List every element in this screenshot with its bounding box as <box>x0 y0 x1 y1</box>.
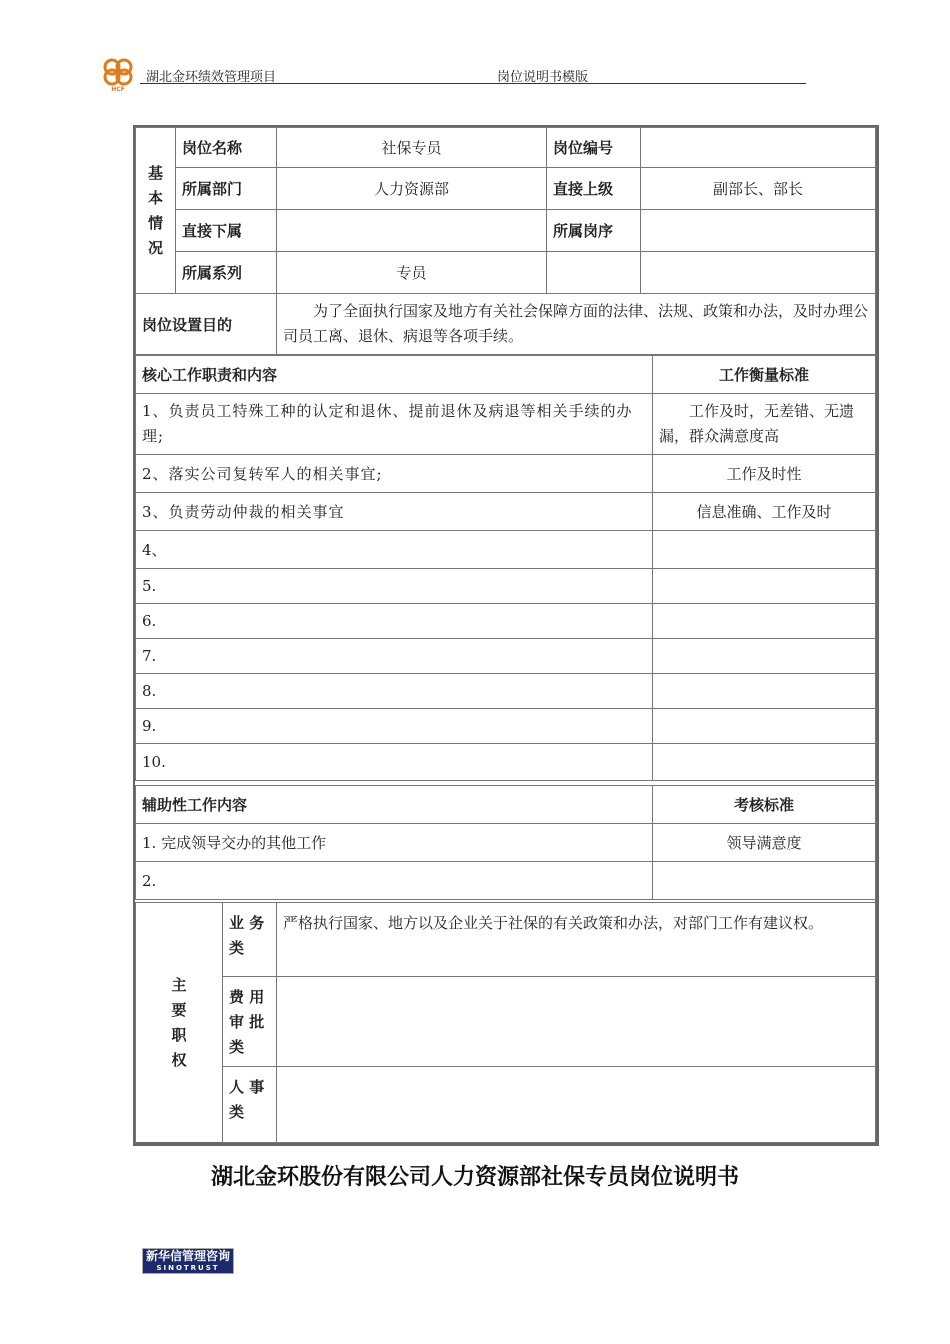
core-duty-5: 5. <box>136 569 653 604</box>
basic-info-table <box>135 127 876 294</box>
job-description-form <box>133 125 879 1146</box>
core-standard-1: 工作及时，无差错、无遗漏，群众满意度高 <box>653 394 876 455</box>
value-purpose: 为了全面执行国家及地方有关社会保障方面的法律、法规、政策和办法，及时办理公司员工离、退休、病退等各项手续。 <box>277 294 876 355</box>
core-duty-9: 9. <box>136 709 653 744</box>
core-standard-2: 工作及时性 <box>653 455 876 493</box>
value-superior: 副部长、部长 <box>641 168 876 210</box>
value-department: 人力资源部 <box>277 168 547 210</box>
label-purpose: 岗位设置目的 <box>136 294 277 355</box>
label-department: 所属部门 <box>176 168 277 210</box>
authority-category-business: 业 务 类 <box>223 903 277 977</box>
value-position-code <box>641 128 876 168</box>
header-divider <box>140 83 806 84</box>
label-series: 所属系列 <box>176 252 277 294</box>
core-standard-6 <box>653 604 876 639</box>
authority-text-expense <box>277 977 876 1067</box>
value-sequence <box>641 210 876 252</box>
header-project: 湖北金环绩效管理项目 <box>146 70 277 85</box>
core-duty-7: 7. <box>136 639 653 674</box>
basic-section-label: 基 本 情 况 <box>136 128 176 294</box>
core-duty-6: 6. <box>136 604 653 639</box>
core-duties-header: 核心工作职责和内容 <box>136 356 653 394</box>
label-superior: 直接上级 <box>547 168 641 210</box>
value-series-blank <box>641 252 876 294</box>
aux-duties-header: 辅助性工作内容 <box>136 786 653 824</box>
aux-duty-1: 1. 完成领导交办的其他工作 <box>136 824 653 862</box>
core-standard-4 <box>653 531 876 569</box>
authority-category-personnel: 人 事 类 <box>223 1067 277 1143</box>
core-duty-3: 3、负责劳动仲裁的相关事宜 <box>136 493 653 531</box>
core-duty-1: 1、负责员工特殊工种的认定和退休、提前退休及病退等相关手续的办理; <box>136 394 653 455</box>
label-subordinate: 直接下属 <box>176 210 277 252</box>
core-standard-5 <box>653 569 876 604</box>
consultancy-logo-sub: SINOTRUST <box>156 1264 220 1272</box>
core-standard-10 <box>653 744 876 781</box>
core-duty-2: 2、落实公司复转军人的相关事宜; <box>136 455 653 493</box>
aux-standard-1: 领导满意度 <box>653 824 876 862</box>
consultancy-logo <box>142 1248 234 1274</box>
header-template: 岗位说明书模版 <box>497 70 589 85</box>
aux-standard-header: 考核标准 <box>653 786 876 824</box>
authority-table <box>135 902 876 1143</box>
company-logo-icon <box>100 56 136 92</box>
authority-category-expense: 费 用 审 批 类 <box>223 977 277 1067</box>
core-duty-8: 8. <box>136 674 653 709</box>
core-duties-table <box>135 355 876 781</box>
aux-standard-2 <box>653 862 876 900</box>
core-standard-header: 工作衡量标准 <box>653 356 876 394</box>
core-standard-8 <box>653 674 876 709</box>
authority-text-personnel <box>277 1067 876 1143</box>
aux-duty-2: 2. <box>136 862 653 900</box>
authority-text-business: 严格执行国家、地方以及企业关于社保的有关政策和办法，对部门工作有建议权。 <box>277 903 876 977</box>
core-duty-10: 10. <box>136 744 653 781</box>
authority-section-label: 主 要 职 权 <box>136 903 223 1143</box>
label-sequence: 所属岗序 <box>547 210 641 252</box>
value-series-extra <box>547 252 641 294</box>
aux-duties-table <box>135 785 876 900</box>
company-logo-text: HCF <box>111 86 125 92</box>
value-subordinate <box>277 210 547 252</box>
purpose-table <box>135 293 876 355</box>
label-position-name: 岗位名称 <box>176 128 277 168</box>
value-series: 专员 <box>277 252 547 294</box>
document-title: 湖北金环股份有限公司人力资源部社保专员岗位说明书 <box>210 1165 739 1190</box>
core-duty-4: 4、 <box>136 531 653 569</box>
label-position-code: 岗位编号 <box>547 128 641 168</box>
value-position-name: 社保专员 <box>277 128 547 168</box>
core-standard-7 <box>653 639 876 674</box>
consultancy-logo-main: 新华信管理咨询 <box>145 1249 230 1263</box>
core-standard-3: 信息准确、工作及时 <box>653 493 876 531</box>
core-standard-9 <box>653 709 876 744</box>
